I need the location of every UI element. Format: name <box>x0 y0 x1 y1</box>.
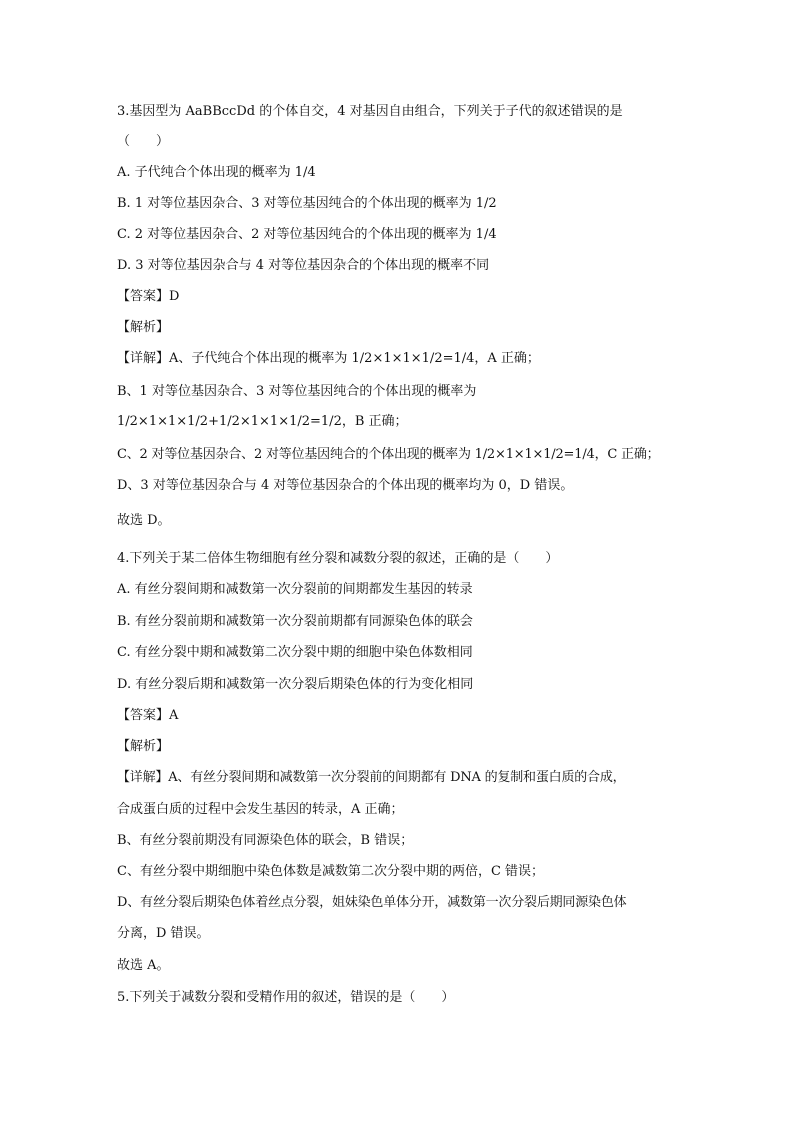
q4-conclusion: 故选 A。 <box>117 958 170 973</box>
q4-option-c: C. 有丝分裂中期和减数第二次分裂中期的细胞中染色体数相同 <box>117 645 473 660</box>
q3-detail-line: 1/2×1×1×1/2+1/2×1×1×1/2=1/2，B 正确； <box>117 414 408 429</box>
q3-option-d: D. 3 对等位基因杂合与 4 对等位基因杂合的个体出现的概率不同 <box>117 258 490 273</box>
q3-option-c: C. 2 对等位基因杂合、2 对等位基因纯合的个体出现的概率为 1/4 <box>117 227 497 242</box>
q4-detail-line: D、有丝分裂后期染色体着丝点分裂，姐妹染色单体分开，减数第一次分裂后期同源染色体 <box>117 895 627 910</box>
q3-detail-line: D、3 对等位基因杂合与 4 对等位基因杂合的个体出现的概率均为 0，D 错误。 <box>117 478 574 493</box>
q4-answer: 【答案】A <box>117 708 179 723</box>
q5-stem: 5.下列关于减数分裂和受精作用的叙述，错误的是（ ） <box>117 990 455 1005</box>
q4-stem: 4.下列关于某二倍体生物细胞有丝分裂和减数分裂的叙述，正确的是（ ） <box>117 551 559 566</box>
q4-detail-line: 合成蛋白质的过程中会发生基因的转录，A 正确； <box>117 802 404 817</box>
q3-conclusion: 故选 D。 <box>117 513 171 528</box>
q3-detail-line: 【详解】A、子代纯合个体出现的概率为 1/2×1×1×1/2=1/4，A 正确； <box>117 351 540 366</box>
q4-option-a: A. 有丝分裂间期和减数第一次分裂前的间期都发生基因的转录 <box>117 582 473 597</box>
q4-option-d: D. 有丝分裂后期和减数第一次分裂后期染色体的行为变化相同 <box>117 677 474 692</box>
q4-detail-line: B、有丝分裂前期没有同源染色体的联会，B 错误； <box>117 833 414 848</box>
q4-option-b: B. 有丝分裂前期和减数第一次分裂前期都有同源染色体的联会 <box>117 614 473 629</box>
q3-analysis-label: 【解析】 <box>117 320 170 335</box>
q4-detail-line: C、有丝分裂中期细胞中染色体数是减数第二次分裂中期的两倍，C 错误； <box>117 864 545 879</box>
q4-analysis-label: 【解析】 <box>117 739 170 754</box>
q4-detail-line: 分离，D 错误。 <box>117 926 210 941</box>
q3-option-a: A. 子代纯合个体出现的概率为 1/4 <box>117 165 316 180</box>
q3-answer: 【答案】D <box>117 289 180 304</box>
q3-stem: 3.基因型为 AaBBccDd 的个体自交，4 对基因自由组合，下列关于子代的叙述错误的是 <box>117 104 623 119</box>
q3-detail-line: C、2 对等位基因杂合、2 对等位基因纯合的个体出现的概率为 1/2×1×1×1/2=1/4，C 正确； <box>117 447 660 462</box>
q4-detail-line: 【详解】A、有丝分裂间期和减数第一次分裂前的间期都有 DNA 的复制和蛋白质的合成， <box>117 770 626 785</box>
q3-detail-line: B、1 对等位基因杂合、3 对等位基因纯合的个体出现的概率为 <box>117 384 477 399</box>
q3-option-b: B. 1 对等位基因杂合、3 对等位基因纯合的个体出现的概率为 1/2 <box>117 196 497 211</box>
q3-paren: （ ） <box>117 134 170 149</box>
